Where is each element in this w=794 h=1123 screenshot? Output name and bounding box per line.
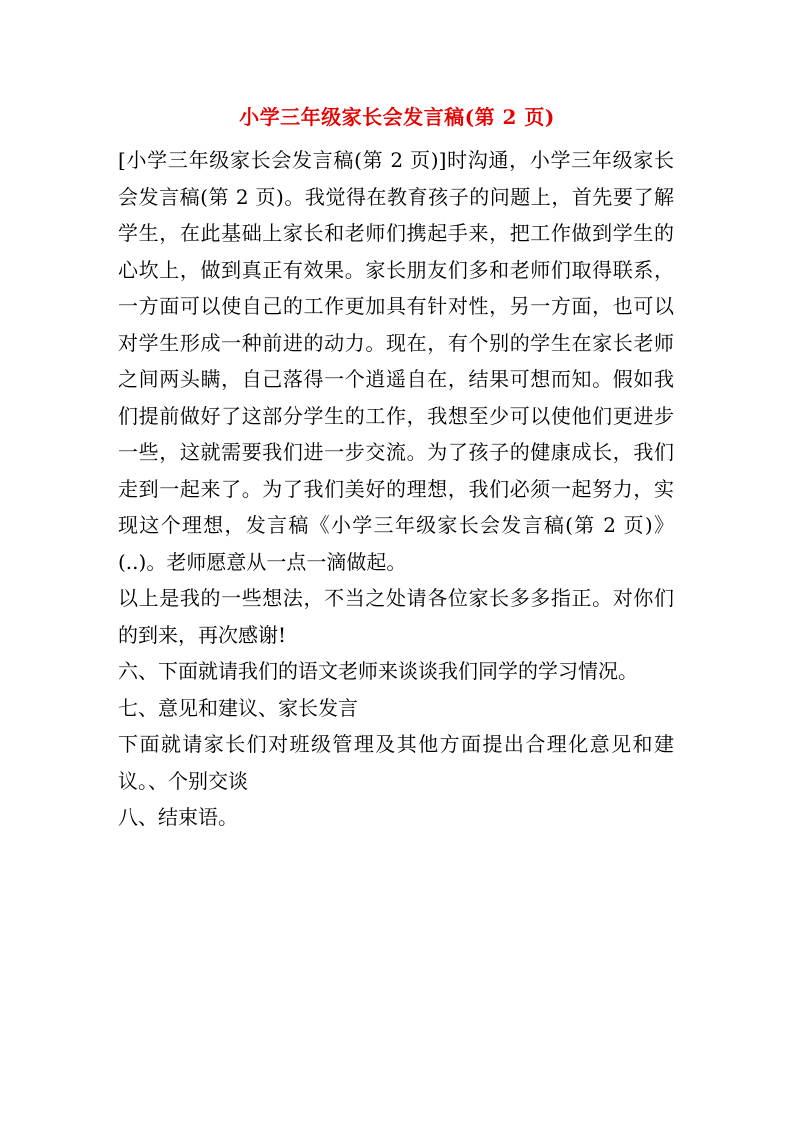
paragraph-suggestions: 下面就请家长们对班级管理及其他方面提出合理化意见和建议。、个别交谈	[118, 732, 674, 793]
document-body	[118, 142, 674, 836]
paragraph-item-seven: 七、意见和建议、家长发言	[118, 695, 358, 720]
document-title: 小学三年级家长会发言稿(第 2 页)	[239, 105, 555, 129]
paragraph-item-eight: 八、结束语。	[118, 805, 238, 829]
paragraph-main: [小学三年级家长会发言稿(第 2 页)]时沟通，小学三年级家长会发言稿(第 2 页)。我觉得在教育孩子的问题上，首先要了解学生，在此基础上家长和老师们携起手来，把工作做到学生的心坎上，做到真正有效果。家长朋友们多和老师们取得联系，一方面可以使自己的工作更加具有针对性，另一方面，也可以对学生形成一种前进的动力。现在，有个别的学生在家长老师之间两头瞒，自己落得一个逍遥自在，结果可想而知。假如我们提前做好了这部分学生的工作，我想至少可以使他们更进步一些，这就需要我们进一步交流。为了孩子的健康成长，我们走到一起来了。为了我们美好的理想，我们必须一起努力，实现这个理想，发言稿《小学三年级家长会发言稿(第 2 页)》(..)。老师愿意从一点一滴做起。	[118, 148, 674, 574]
paragraph-item-six: 六、下面就请我们的语文老师来谈谈我们同学的学习情况。	[118, 659, 638, 683]
paragraph-thanks: 以上是我的一些想法，不当之处请各位家长多多指正。对你们的到来，再次感谢!	[118, 586, 674, 647]
